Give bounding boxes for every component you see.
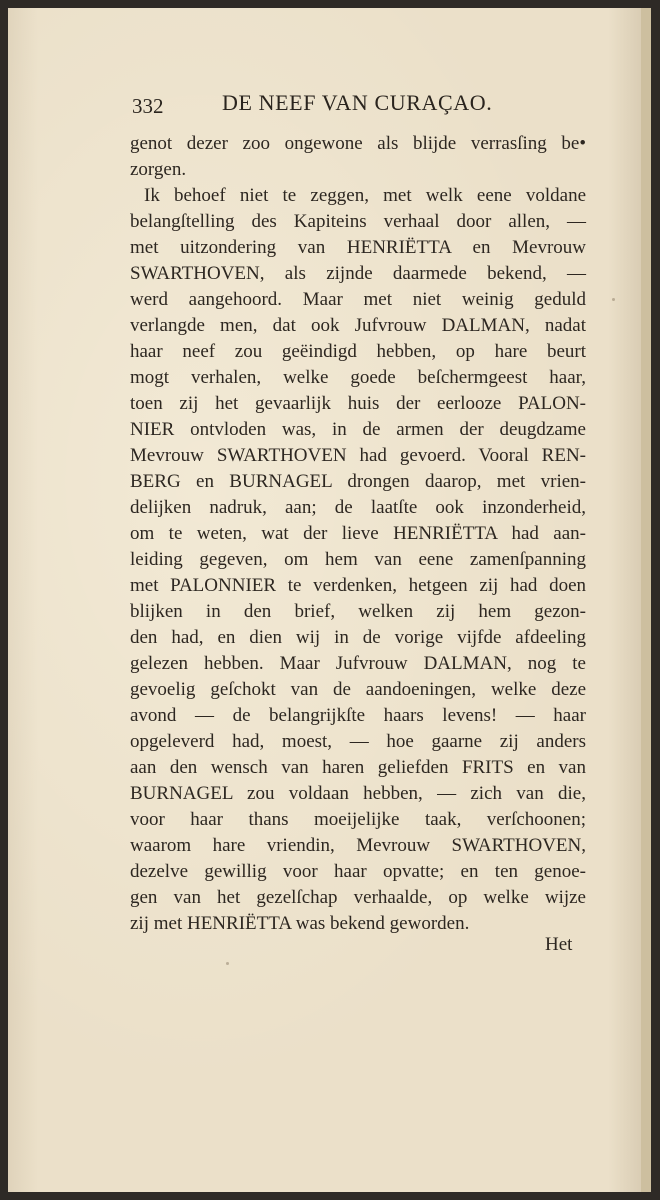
text-line: aan den wensch van haren geliefden FRITS en van — [130, 757, 586, 778]
text-line: Mevrouw SWARTHOVEN had gevoerd. Vooral REN- — [130, 445, 586, 466]
page-header — [132, 88, 552, 122]
catchword: Het — [545, 934, 573, 955]
text-line: BERG en BURNAGEL drongen daarop, met vrien- — [130, 471, 586, 492]
text-line: gelezen hebben. Maar Jufvrouw DALMAN, nog te — [130, 653, 586, 674]
text-line: haar neef zou geëindigd hebben, op hare beurt — [130, 341, 586, 362]
text-line: SWARTHOVEN, als zijnde daarmede bekend, — — [130, 263, 586, 284]
page-number: 332 — [132, 94, 164, 118]
text-line: zorgen. — [130, 159, 187, 180]
text-line: waarom hare vriendin, Mevrouw SWARTHOVEN, — [130, 835, 586, 856]
text-line: Ik behoef niet te zeggen, met welk eene voldane — [144, 185, 586, 206]
text-line: met uitzondering van HENRIËTTA en Mevrouw — [130, 237, 586, 258]
running-title: DE NEEF VAN CURAÇAO. — [222, 90, 493, 115]
text-line: dezelve gewillig voor haar opvatte; en ten genoe- — [130, 861, 586, 882]
text-line: toen zij het gevaarlijk huis der eerlooze PALON- — [130, 393, 586, 414]
text-line: werd aangehoord. Maar met niet weinig geduld — [130, 289, 586, 310]
text-line: leiding gegeven, om hem van eene zamenſpanning — [130, 549, 586, 570]
text-line: BURNAGEL zou voldaan hebben, — zich van die, — [130, 783, 586, 804]
paper-speck — [226, 962, 229, 965]
text-line: opgeleverd had, moest, — hoe gaarne zij anders — [130, 731, 586, 752]
text-line: blijken in den brief, welken zij hem gezon- — [130, 601, 586, 622]
text-line: belangſtelling des Kapiteins verhaal door allen, — — [130, 211, 586, 232]
text-line: voor haar thans moeijelijke taak, verſchoonen; — [130, 809, 586, 830]
text-line: NIER ontvloden was, in de armen der deugdzame — [130, 419, 586, 440]
text-line: delijken nadruk, aan; de laatſte ook inzonderheid, — [130, 497, 586, 518]
text-line: den had, en dien wij in de vorige vijfde afdeeling — [130, 627, 586, 648]
text-line: avond — de belangrijkſte haars levens! — haar — [130, 705, 586, 726]
page-edge — [641, 8, 651, 1192]
text-line: met PALONNIER te verdenken, hetgeen zij had doen — [130, 575, 586, 596]
paper-speck — [612, 298, 615, 301]
text-line: genot dezer zoo ongewone als blijde verrasſing be• — [130, 133, 586, 154]
text-line: verlangde men, dat ook Jufvrouw DALMAN, nadat — [130, 315, 586, 336]
text-line: zij met HENRIËTTA was bekend geworden. — [130, 913, 470, 934]
text-line: gen van het gezelſchap verhaalde, op welke wijze — [130, 887, 586, 908]
text-line: mogt verhalen, welke goede beſchermgeest haar, — [130, 367, 586, 388]
text-line: gevoelig geſchokt van de aandoeningen, welke deze — [130, 679, 586, 700]
body-text — [130, 131, 586, 937]
text-line: om te weten, wat der lieve HENRIËTTA had aan- — [130, 523, 586, 544]
